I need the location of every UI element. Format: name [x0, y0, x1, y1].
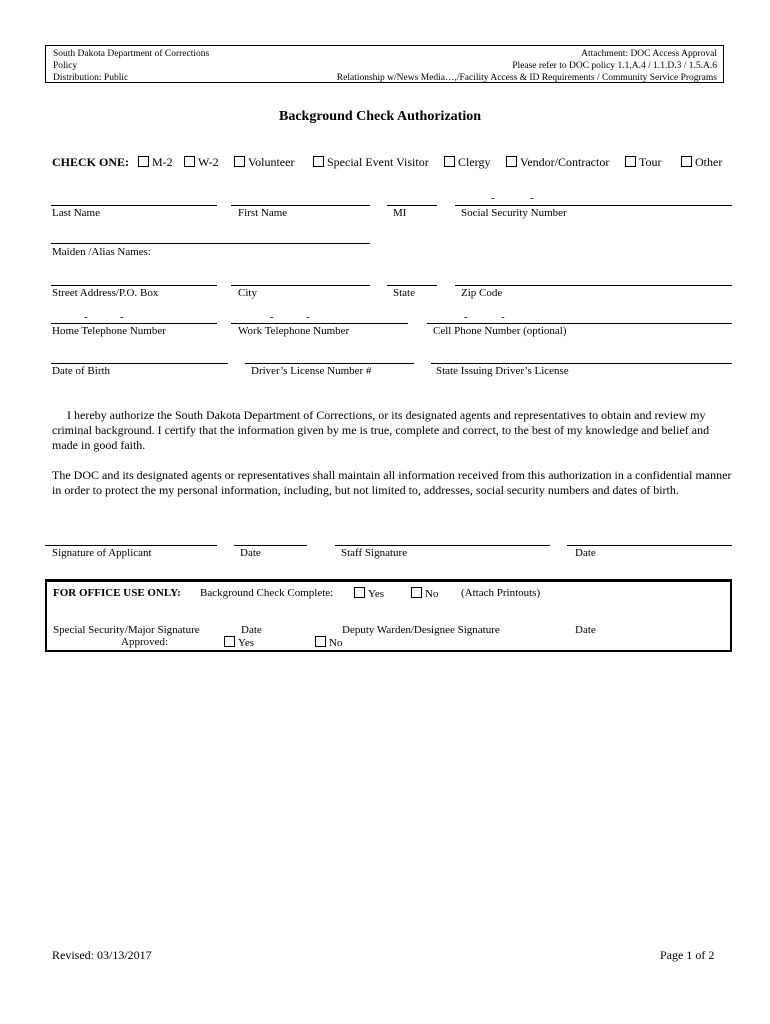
bg-yes-checkbox[interactable]	[354, 587, 365, 598]
authorization-paragraph: I hereby authorize the South Dakota Department of Corrections, or its designated agents and representatives to obtain and review my criminal background. I certify that the information given by me is true, complete and correct, to the best of my knowledge and belief and made in good faith.	[52, 408, 710, 452]
option-m2[interactable]	[138, 155, 173, 170]
home-dash-2: -	[120, 311, 124, 323]
option-tour[interactable]	[625, 155, 662, 170]
cell-phone-line[interactable]	[427, 323, 732, 324]
office-date-label: Date	[241, 624, 262, 636]
approved-label: Approved:	[121, 636, 169, 648]
approved-no-label: No	[329, 637, 343, 649]
date2-label: Date	[575, 547, 596, 559]
dl-state-line[interactable]	[431, 363, 732, 364]
header-distribution: Distribution: Public	[53, 73, 129, 83]
dob-label: Date of Birth	[52, 365, 111, 377]
ssn-line[interactable]	[455, 205, 732, 206]
special-event-checkbox[interactable]	[313, 156, 324, 167]
header-right	[337, 48, 717, 84]
cell-phone-label: Cell Phone Number (optional)	[433, 325, 567, 337]
dl-state-label: State Issuing Driver’s License	[436, 365, 569, 377]
attach-printouts: (Attach Printouts)	[461, 587, 541, 599]
staff-signature-label: Staff Signature	[341, 547, 408, 559]
first-name-label: First Name	[238, 207, 288, 219]
state-line[interactable]	[387, 285, 437, 286]
approved-yes[interactable]	[224, 636, 254, 649]
header-left	[53, 48, 209, 84]
zip-label: Zip Code	[461, 287, 503, 299]
cell-dash-1: -	[464, 311, 468, 323]
home-dash-1: -	[84, 311, 88, 323]
date1-line[interactable]	[234, 545, 307, 546]
bg-no-checkbox[interactable]	[411, 587, 422, 598]
work-phone-label: Work Telephone Number	[238, 325, 350, 337]
cell-dash-2: -	[501, 311, 505, 323]
city-label: City	[238, 287, 257, 299]
confidentiality-paragraph: The DOC and its designated agents or representatives shall maintain all information received from this authorization in a confidential manner in order to protect the my personal information, including, but not limited to, addresses, social security numbers and dates of birth.	[52, 468, 732, 497]
bg-no-label: No	[425, 588, 439, 600]
option-volunteer[interactable]	[234, 155, 294, 170]
m2-label: M-2	[152, 155, 173, 169]
mi-line[interactable]	[387, 205, 437, 206]
office-date2-label: Date	[575, 624, 596, 636]
tour-label: Tour	[639, 155, 662, 169]
bg-complete-label: Background Check Complete:	[200, 587, 334, 599]
approved-no-checkbox[interactable]	[315, 636, 326, 647]
applicant-signature-line[interactable]	[45, 545, 217, 546]
header-policy-ref: Please refer to DOC policy 1.1.A.4 / 1.1.D.3 / 1.5.A.6	[512, 61, 717, 71]
tour-checkbox[interactable]	[625, 156, 636, 167]
clergy-label: Clergy	[458, 155, 491, 169]
w2-label: W-2	[198, 155, 219, 169]
w2-checkbox[interactable]	[184, 156, 195, 167]
last-name-label: Last Name	[52, 207, 100, 219]
deputy-signature-label: Deputy Warden/Designee Signature	[342, 624, 500, 636]
dl-number-line[interactable]	[245, 363, 414, 364]
bg-complete-yes[interactable]	[354, 587, 384, 600]
work-dash-1: -	[270, 311, 274, 323]
office-use-box	[45, 579, 732, 652]
option-special-event-visitor[interactable]	[313, 155, 429, 170]
maiden-label: Maiden /Alias Names:	[52, 246, 151, 258]
zip-line[interactable]	[455, 285, 732, 286]
dl-number-label: Driver’s License Number #	[251, 365, 372, 377]
vendor-label: Vendor/Contractor	[520, 155, 610, 169]
dob-line[interactable]	[51, 363, 228, 364]
ssn-dash-2: -	[530, 192, 534, 204]
bg-yes-label: Yes	[368, 588, 385, 600]
header-dept: South Dakota Department of Corrections	[53, 49, 210, 59]
option-w2[interactable]	[184, 155, 219, 170]
check-one-label: CHECK ONE:	[52, 155, 130, 169]
header-box	[45, 45, 724, 83]
first-name-line[interactable]	[231, 205, 370, 206]
m2-checkbox[interactable]	[138, 156, 149, 167]
clergy-checkbox[interactable]	[444, 156, 455, 167]
applicant-signature-label: Signature of Applicant	[52, 547, 152, 559]
header-attachment: Attachment: DOC Access Approval	[581, 49, 717, 59]
special-signature-label: Special Security/Major Signature	[53, 624, 200, 636]
option-vendor-contractor[interactable]	[506, 155, 609, 170]
vendor-checkbox[interactable]	[506, 156, 517, 167]
date2-line[interactable]	[567, 545, 732, 546]
work-phone-line[interactable]	[231, 323, 408, 324]
other-label: Other	[695, 155, 723, 169]
office-use-label: FOR OFFICE USE ONLY:	[53, 587, 181, 599]
maiden-line[interactable]	[51, 243, 370, 244]
approved-no[interactable]	[315, 636, 342, 649]
volunteer-label: Volunteer	[248, 155, 295, 169]
bg-complete-no[interactable]	[411, 587, 438, 600]
option-clergy[interactable]	[444, 155, 490, 170]
option-other[interactable]	[681, 155, 722, 170]
approved-yes-checkbox[interactable]	[224, 636, 235, 647]
header-relationship: Relationship w/News Media…,/Facility Access & ID Requirements / Community Service Programs	[336, 73, 717, 83]
special-event-label: Special Event Visitor	[327, 155, 429, 169]
volunteer-checkbox[interactable]	[234, 156, 245, 167]
state-label: State	[393, 287, 415, 299]
ssn-dash-1: -	[491, 192, 495, 204]
city-line[interactable]	[231, 285, 370, 286]
street-line[interactable]	[51, 285, 217, 286]
header-policy: Policy	[53, 61, 78, 71]
mi-label: MI	[393, 207, 407, 219]
staff-signature-line[interactable]	[335, 545, 550, 546]
street-label: Street Address/P.O. Box	[52, 287, 159, 299]
date1-label: Date	[240, 547, 261, 559]
home-phone-line[interactable]	[51, 323, 217, 324]
ssn-label: Social Security Number	[461, 207, 567, 219]
page-number: Page 1 of 2	[660, 948, 715, 962]
approved-yes-label: Yes	[238, 637, 255, 649]
home-phone-label: Home Telephone Number	[52, 325, 166, 337]
work-dash-2: -	[306, 311, 310, 323]
last-name-line[interactable]	[51, 205, 217, 206]
revised-date: Revised: 03/13/2017	[52, 948, 152, 962]
page-title: Background Check Authorization	[279, 109, 481, 124]
other-checkbox[interactable]	[681, 156, 692, 167]
